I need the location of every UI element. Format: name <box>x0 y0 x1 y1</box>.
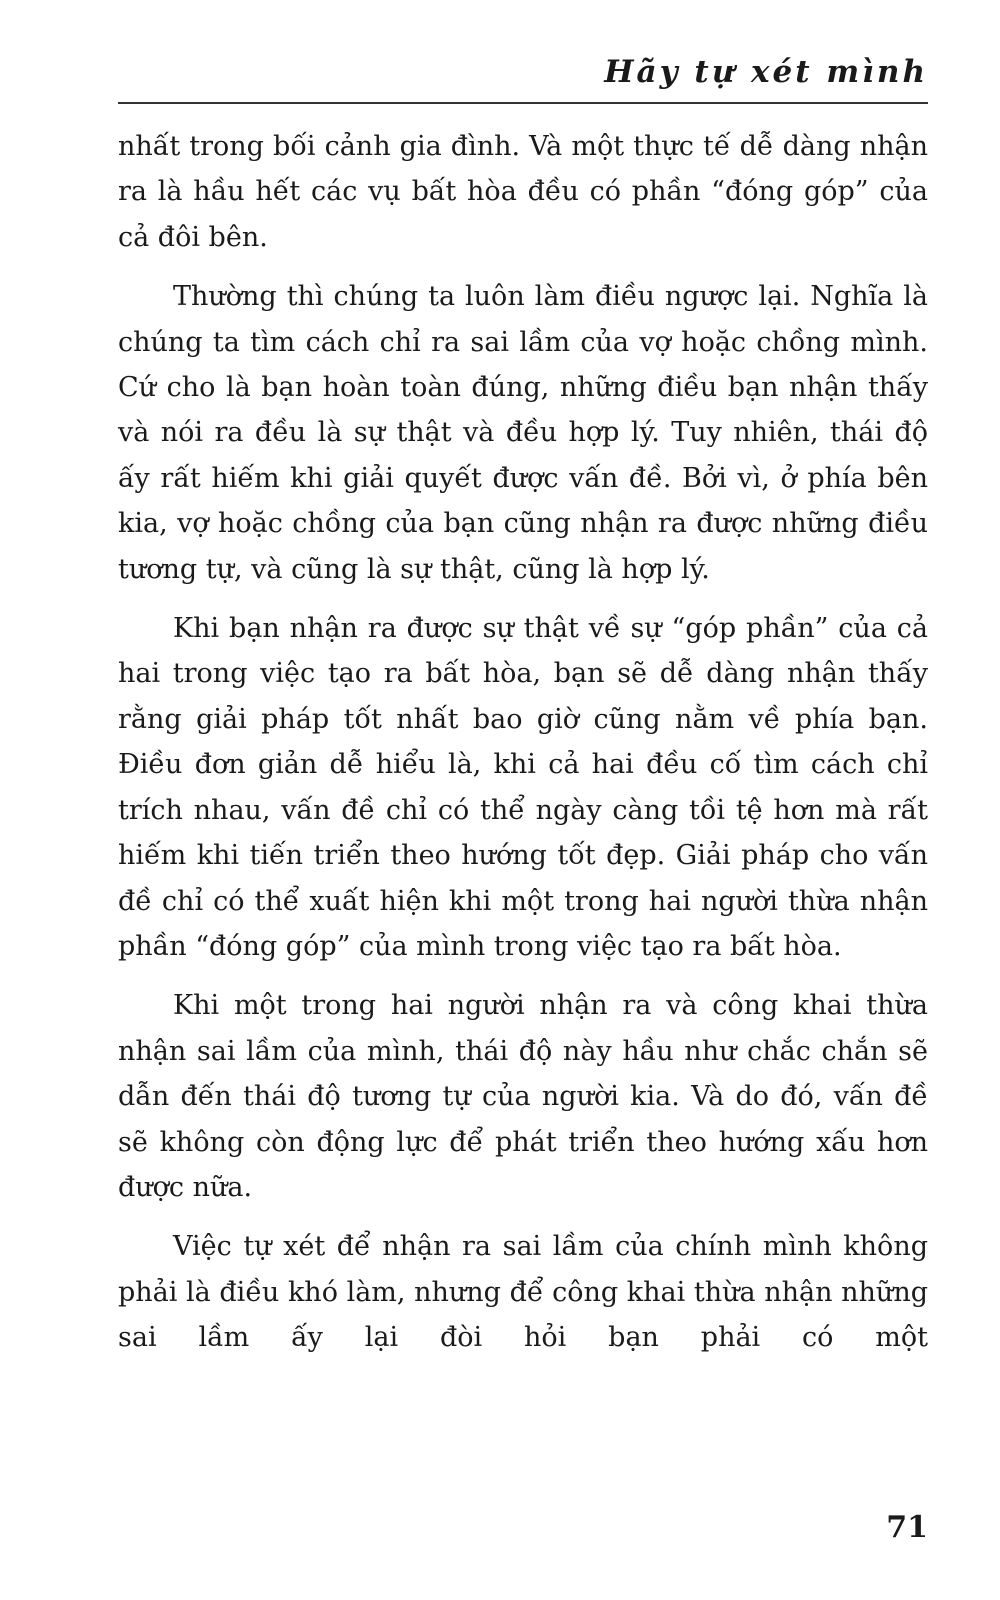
page-number: 71 <box>886 1510 928 1545</box>
paragraph: Khi bạn nhận ra được sự thật về sự “góp phần” của cả hai trong việc tạo ra bất hòa, bạn sẽ dễ dàng nhận thấy rằng giải pháp tốt nhất bao giờ cũng nằm về phía bạn. Điều đơn giản dễ hiểu là, khi cả hai đều cố tìm cách chỉ trích nhau, vấn đề chỉ có thể ngày càng tồi tệ hơn mà rất hiếm khi tiến triển theo hướng tốt đẹp. Giải pháp cho vấn đề chỉ có thể xuất hiện khi một trong hai người thừa nhận phần “đóng góp” của mình trong việc tạo ra bất hòa. <box>118 613 928 962</box>
paragraph: Việc tự xét để nhận ra sai lầm của chính mình không phải là điều khó làm, nhưng để công khai thừa nhận những sai lầm ấy lại đòi hỏi bạn phải có một <box>118 1231 928 1354</box>
body-text <box>118 124 928 1375</box>
paragraph: nhất trong bối cảnh gia đình. Và một thực tế dễ dàng nhận ra là hầu hết các vụ bất hòa đều có phần “đóng góp” của cả đôi bên. <box>118 131 928 253</box>
paragraph: Khi một trong hai người nhận ra và công khai thừa nhận sai lầm của mình, thái độ này hầu như chắc chắn sẽ dẫn đến thái độ tương tự của người kia. Và do đó, vấn đề sẽ không còn động lực để phát triển theo hướng xấu hơn được nữa. <box>118 990 928 1203</box>
running-header-title: Hãy tự xét mình <box>604 54 928 90</box>
header-divider <box>118 102 928 104</box>
paragraph: Thường thì chúng ta luôn làm điều ngược lại. Nghĩa là chúng ta tìm cách chỉ ra sai lầm của vợ hoặc chồng mình. Cứ cho là bạn hoàn toàn đúng, những điều bạn nhận thấy và nói ra đều là sự thật và đều hợp lý. Tuy nhiên, thái độ ấy rất hiếm khi giải quyết được vấn đề. Bởi vì, ở phía bên kia, vợ hoặc chồng của bạn cũng nhận ra được những điều tương tự, và cũng là sự thật, cũng là hợp lý. <box>118 281 928 585</box>
